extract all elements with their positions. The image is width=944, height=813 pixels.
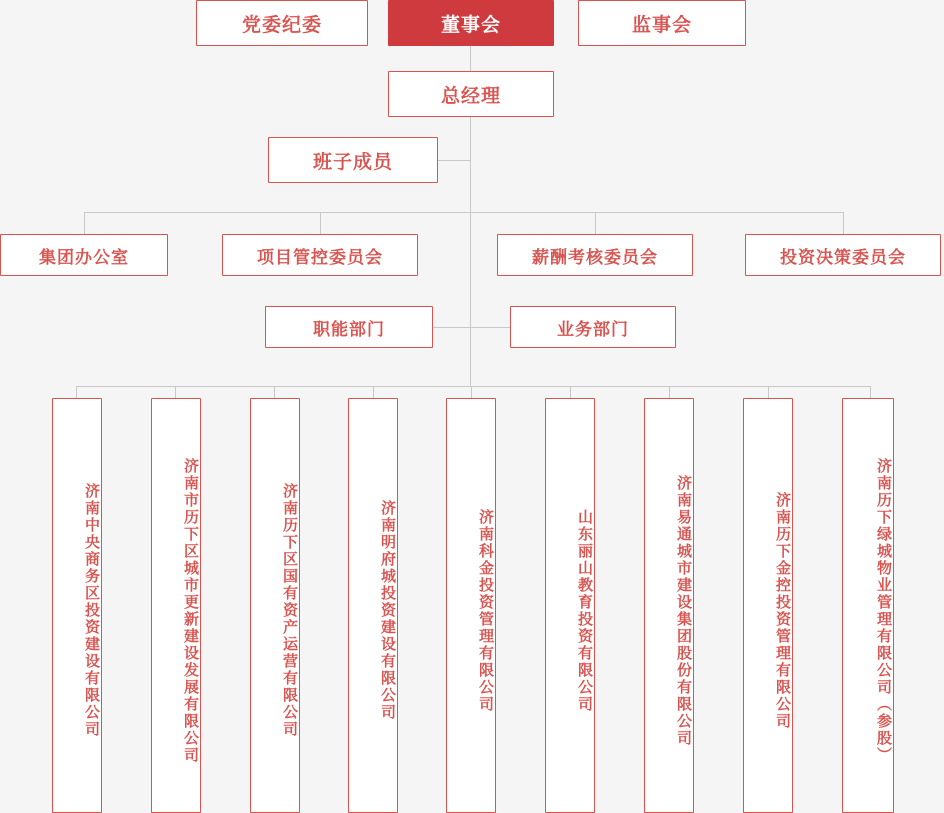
subsidiary-label: 山东丽山教育投资有限公司 (576, 508, 593, 713)
node-leadership-team[interactable] (268, 137, 438, 183)
node-label: 项目管控委员会 (257, 247, 383, 267)
connector-subsidiary-5 (471, 386, 472, 398)
node-label: 业务部门 (557, 319, 629, 339)
subsidiary-cbd-investment[interactable] (52, 398, 102, 813)
node-investment-decision-committee[interactable] (745, 234, 941, 276)
connector-subsidiary-7 (669, 386, 670, 398)
connector-subsidiary-6 (570, 386, 571, 398)
node-general-manager[interactable] (388, 71, 554, 117)
node-label: 集团办公室 (39, 247, 129, 267)
node-label: 董事会 (440, 14, 501, 36)
connector-committee-2 (320, 212, 321, 234)
connector-committee-4 (843, 212, 844, 234)
subsidiary-label: 济南历下绿城物业管理有限公司（参股） (875, 457, 892, 764)
node-board-of-directors[interactable] (388, 0, 554, 46)
subsidiary-lishan-education[interactable] (545, 398, 595, 813)
subsidiary-label: 济南中央商务区投资建设有限公司 (83, 483, 100, 738)
node-label: 党委纪委 (241, 14, 322, 36)
node-functional-departments[interactable] (265, 306, 433, 348)
node-group-office[interactable] (0, 234, 168, 276)
node-label: 监事会 (631, 14, 692, 36)
connector-subsidiary-4 (373, 386, 374, 398)
connector-departments (433, 327, 510, 328)
subsidiary-yitong-construction[interactable] (644, 398, 694, 813)
node-board-of-supervisors[interactable] (578, 0, 746, 46)
subsidiary-label: 济南历下区国有资产运营有限公司 (281, 483, 298, 738)
connector-subsidiary-3 (274, 386, 275, 398)
connector-subsidiary-bar (76, 386, 871, 387)
subsidiary-kejin-investment[interactable] (446, 398, 496, 813)
node-label: 职能部门 (313, 319, 385, 339)
node-compensation-committee[interactable] (497, 234, 693, 276)
subsidiary-lvcheng-property[interactable] (842, 398, 894, 813)
subsidiary-label: 济南科金投资管理有限公司 (477, 508, 494, 713)
connector-subsidiary-9 (870, 386, 871, 398)
node-project-control-committee[interactable] (222, 234, 418, 276)
subsidiary-label: 济南易通城市建设集团股份有限公司 (675, 474, 692, 747)
node-label: 班子成员 (312, 151, 393, 173)
connector-committee-bar (84, 212, 843, 213)
subsidiary-urban-renewal[interactable] (151, 398, 201, 813)
connector-committee-3 (595, 212, 596, 234)
node-label: 投资决策委员会 (780, 247, 906, 267)
node-label: 薪酬考核委员会 (532, 247, 658, 267)
node-business-departments[interactable] (510, 306, 676, 348)
subsidiary-mingfucheng[interactable] (348, 398, 398, 813)
connector-committee-1 (84, 212, 85, 234)
subsidiary-label: 济南历下金控投资管理有限公司 (774, 491, 791, 730)
node-party-committee[interactable] (196, 0, 368, 46)
subsidiary-label: 济南明府城投资建设有限公司 (379, 500, 396, 721)
connector-subsidiary-1 (76, 386, 77, 398)
connector-subsidiary-2 (175, 386, 176, 398)
subsidiary-jinkong-investment[interactable] (743, 398, 793, 813)
subsidiary-state-assets[interactable] (250, 398, 300, 813)
connector-subsidiary-8 (768, 386, 769, 398)
node-label: 总经理 (440, 85, 501, 107)
subsidiary-label: 济南市历下区城市更新建设发展有限公司 (182, 457, 199, 764)
